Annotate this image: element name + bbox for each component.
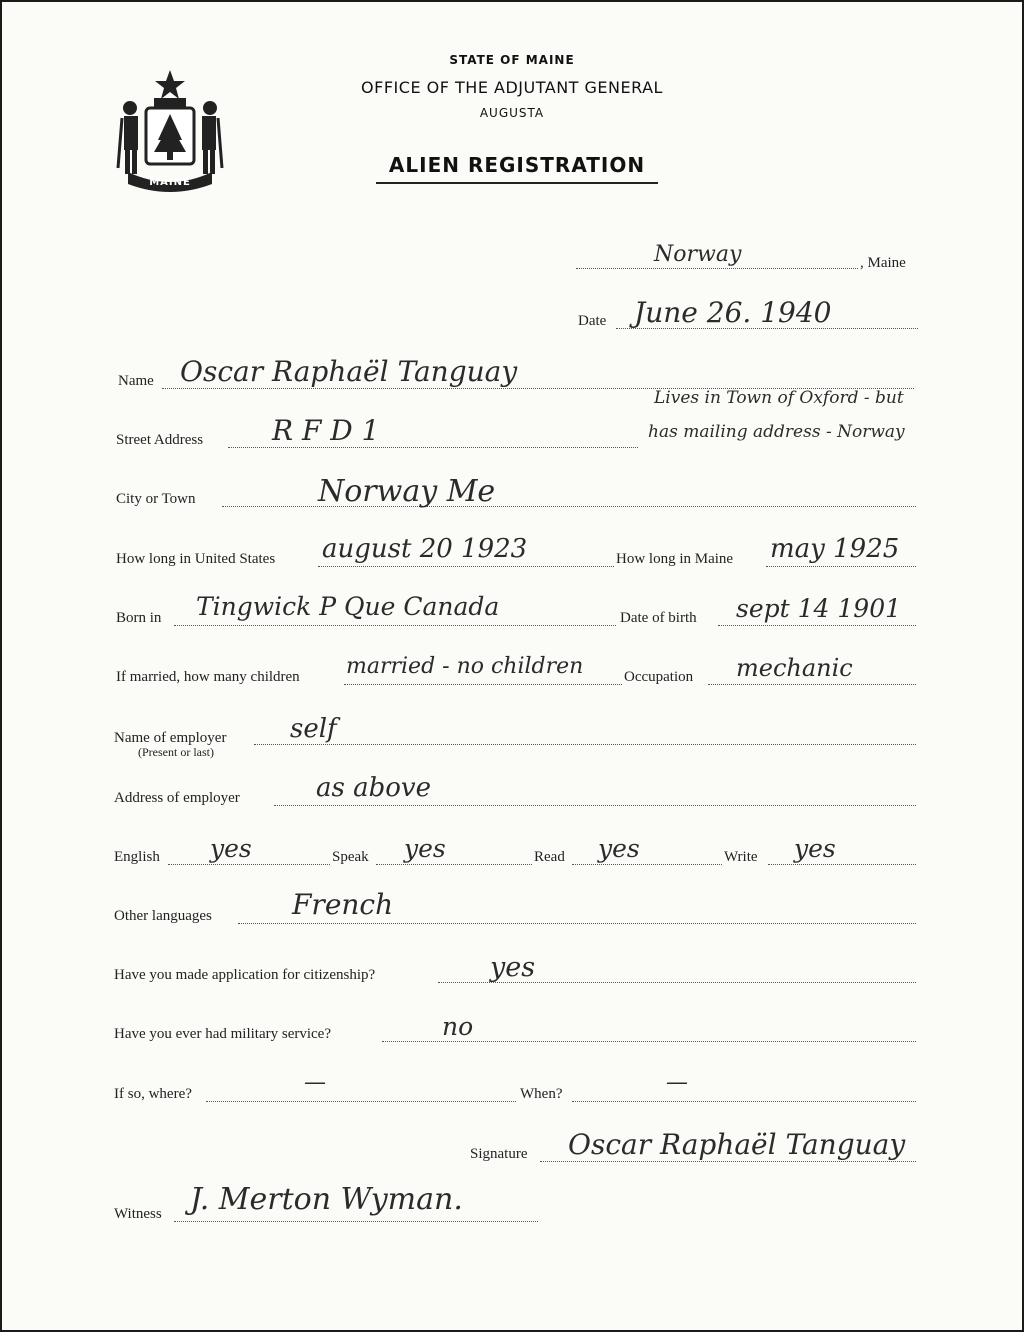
speak-value: yes <box>404 834 446 863</box>
header-office: OFFICE OF THE ADJUTANT GENERAL <box>361 78 663 97</box>
address-note-line1: Lives in Town of Oxford - but <box>654 388 904 408</box>
name-label: Name <box>118 373 154 389</box>
witness-value: J. Merton Wyman. <box>190 1182 463 1217</box>
us-time-label: How long in United States <box>116 551 276 567</box>
header-city: AUGUSTA <box>479 106 545 120</box>
employer-value: self <box>290 714 337 744</box>
write-label: Write <box>724 849 758 865</box>
dob-value: sept 14 1901 <box>736 594 902 623</box>
street-label: Street Address <box>116 432 204 448</box>
us-time-value: august 20 1923 <box>322 534 528 564</box>
other-languages-value: French <box>292 888 394 921</box>
when-value: — <box>666 1070 688 1095</box>
where-value: — <box>304 1070 326 1095</box>
born-value: Tingwick P Que Canada <box>196 592 500 621</box>
maine-time-value: may 1925 <box>770 534 900 564</box>
date-value: June 26. 1940 <box>634 296 832 329</box>
english-value: yes <box>210 834 252 863</box>
signature-label: Signature <box>470 1146 528 1162</box>
form-title: ALIEN REGISTRATION <box>388 153 646 177</box>
header-state: STATE OF MAINE <box>449 53 575 67</box>
children-value: married - no children <box>346 654 584 679</box>
occupation-value: mechanic <box>736 654 853 682</box>
children-label: If married, how many children <box>116 669 300 685</box>
street-value: R F D 1 <box>272 414 380 447</box>
where-label: If so, where? <box>114 1086 192 1102</box>
employer-label: Name of employer <box>114 730 227 746</box>
citizenship-label: Have you made application for citizenship? <box>114 967 376 983</box>
military-value: no <box>442 1012 474 1041</box>
city-value: Norway Me <box>318 474 496 509</box>
employer-address-value: as above <box>316 773 431 803</box>
born-label: Born in <box>116 610 162 626</box>
registration-form <box>2 2 1022 1330</box>
town-value: Norway <box>654 242 742 267</box>
employer-address-label: Address of employer <box>114 790 240 806</box>
name-value: Oscar Raphaël Tanguay <box>180 355 518 388</box>
title-underline <box>376 182 658 184</box>
read-label: Read <box>534 849 565 865</box>
witness-label: Witness <box>114 1206 162 1222</box>
address-note-line2: has mailing address - Norway <box>648 422 905 442</box>
maine-label: , Maine <box>860 255 906 271</box>
speak-label: Speak <box>332 849 369 865</box>
signature-value: Oscar Raphaël Tanguay <box>568 1128 906 1161</box>
dob-label: Date of birth <box>620 610 697 626</box>
read-value: yes <box>598 834 640 863</box>
date-label: Date <box>578 313 607 329</box>
military-label: Have you ever had military service? <box>114 1026 331 1042</box>
write-value: yes <box>794 834 836 863</box>
city-label: City or Town <box>116 491 196 507</box>
seal-banner-text: MAINE <box>149 177 191 188</box>
other-languages-label: Other languages <box>114 908 212 924</box>
employer-sublabel: (Present or last) <box>138 745 214 759</box>
citizenship-value: yes <box>490 952 536 983</box>
occupation-label: Occupation <box>624 669 694 685</box>
english-label: English <box>114 849 160 865</box>
maine-time-label: How long in Maine <box>616 551 734 567</box>
when-label: When? <box>520 1086 563 1102</box>
